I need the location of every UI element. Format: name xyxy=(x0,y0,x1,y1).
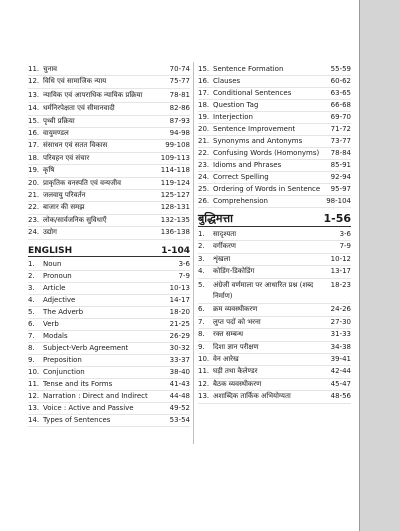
entry-pages: 55-59 xyxy=(330,65,351,73)
entry-pages: 73-77 xyxy=(330,137,351,145)
entry-title: Correct Spelling xyxy=(213,173,269,181)
toc-entry xyxy=(28,128,190,140)
entry-number: 6. xyxy=(28,319,35,328)
entry-pages: 48-56 xyxy=(330,392,351,401)
entry-title: जलवायु परिवर्तन xyxy=(43,191,86,200)
entry-title: Ordering of Words in Sentence xyxy=(213,185,321,193)
entry-pages: 98-104 xyxy=(326,197,351,205)
entry-title: Adjective xyxy=(43,295,76,304)
entry-pages: 125-127 xyxy=(160,191,190,200)
entry-pages: 60-62 xyxy=(330,77,351,85)
entry-pages: 49-52 xyxy=(169,403,190,412)
page-edge-bar xyxy=(359,0,400,531)
entry-title: लोक/सार्वजनिक सुविधाएँ xyxy=(43,215,107,224)
toc-entry xyxy=(198,184,351,196)
entry-title: उद्योग xyxy=(43,228,57,237)
entry-pages: 24-26 xyxy=(330,305,351,314)
reasoning-section-heading xyxy=(198,211,351,227)
entry-pages: 10-13 xyxy=(169,283,190,292)
entry-pages: 44-48 xyxy=(169,391,190,400)
entry-pages: 27-30 xyxy=(330,317,351,326)
entry-number: 4. xyxy=(198,267,205,276)
entry-number: 13. xyxy=(28,90,40,99)
entry-title: अशाब्दिक तार्किक अभियोग्यता xyxy=(213,392,291,401)
entry-number: 1. xyxy=(28,259,35,268)
entry-pages: 18-20 xyxy=(169,307,190,316)
entry-number: 25. xyxy=(198,185,210,193)
entry-number: 6. xyxy=(198,305,205,314)
entry-pages: 63-65 xyxy=(330,89,351,97)
entry-title: Synonyms and Antonyms xyxy=(213,137,303,145)
entry-pages: 78-84 xyxy=(330,149,351,157)
entry-title: Conjunction xyxy=(43,367,85,376)
entry-pages: 87-93 xyxy=(169,116,190,125)
entry-number: 12. xyxy=(28,77,40,86)
entry-pages: 136-138 xyxy=(160,228,190,237)
toc-entry xyxy=(198,64,351,76)
toc-entry xyxy=(198,391,351,403)
entry-number: 13. xyxy=(28,403,40,412)
entry-title: Confusing Words (Homonyms) xyxy=(213,149,320,157)
entry-pages: 10-12 xyxy=(330,254,351,263)
entry-pages: 41-43 xyxy=(169,379,190,388)
toc-entry xyxy=(28,307,190,319)
toc-entry xyxy=(198,304,351,316)
toc-entry xyxy=(28,331,190,343)
entry-pages: 13-17 xyxy=(330,267,351,276)
entry-number: 24. xyxy=(28,228,40,237)
entry-title: वर्गीकरण xyxy=(213,242,236,251)
entry-number: 2. xyxy=(198,242,205,251)
entry-pages: 33-37 xyxy=(169,355,190,364)
toc-entry xyxy=(28,140,190,152)
toc-entry xyxy=(198,229,351,241)
entry-title: वेन आरेख xyxy=(213,355,239,364)
entry-number: 14. xyxy=(28,415,40,424)
toc-entry xyxy=(28,259,190,271)
english-heading: ENGLISH xyxy=(28,245,73,256)
entry-pages: 119-124 xyxy=(160,178,190,187)
entry-number: 8. xyxy=(198,330,205,339)
entry-title: Modals xyxy=(43,331,68,340)
toc-entry xyxy=(198,266,351,278)
entry-number: 5. xyxy=(198,280,205,289)
entry-number: 19. xyxy=(28,166,40,175)
entry-number: 16. xyxy=(28,129,40,138)
toc-entry xyxy=(28,190,190,202)
reasoning-range: 1-56 xyxy=(323,212,351,225)
entry-title: Question Tag xyxy=(213,101,259,109)
entry-number: 10. xyxy=(198,355,210,364)
entry-pages: 31-33 xyxy=(330,330,351,339)
toc-entry xyxy=(28,202,190,214)
entry-pages: 99-108 xyxy=(165,141,190,150)
entry-number: 21. xyxy=(198,137,210,145)
entry-number: 16. xyxy=(198,77,210,85)
toc-entry xyxy=(28,415,190,427)
entry-title: शृंखला xyxy=(213,254,231,263)
entry-number: 23. xyxy=(198,161,210,169)
entry-pages: 69-70 xyxy=(330,113,351,121)
entry-title: Clauses xyxy=(213,77,241,85)
entry-number: 22. xyxy=(198,149,210,157)
toc-entry xyxy=(198,148,351,160)
toc-entry xyxy=(198,124,351,136)
entry-title: परिवहन एवं संचार xyxy=(43,153,90,162)
entry-title: Article xyxy=(43,283,66,292)
entry-title: Conditional Sentences xyxy=(213,89,292,97)
toc-entry xyxy=(198,254,351,266)
entry-number: 7. xyxy=(28,331,35,340)
entry-pages: 114-118 xyxy=(160,166,190,175)
entry-pages: 53-54 xyxy=(169,415,190,424)
entry-title: बैठक व्यवस्थीकरण xyxy=(213,379,262,388)
toc-entry xyxy=(198,342,351,354)
entry-pages: 109-113 xyxy=(160,153,190,162)
entry-number: 15. xyxy=(198,65,210,73)
toc-entry xyxy=(28,76,190,88)
entry-title: Narration : Direct and Indirect xyxy=(43,391,148,400)
entry-title: लुप्त पदों को भरना xyxy=(213,317,261,326)
entry-number: 26. xyxy=(198,197,210,205)
entry-number: 20. xyxy=(28,178,40,187)
entry-title: Tense and its Forms xyxy=(43,379,113,388)
entry-pages: 71-72 xyxy=(330,125,351,133)
entry-number: 18. xyxy=(28,153,40,162)
entry-title: Sentence Formation xyxy=(213,65,284,73)
entry-number: 10. xyxy=(28,367,40,376)
reasoning-list xyxy=(198,229,351,404)
toc-entry xyxy=(28,319,190,331)
entry-pages: 78-81 xyxy=(169,90,190,99)
entry-number: 11. xyxy=(28,65,40,73)
entry-pages: 66-68 xyxy=(330,101,351,109)
entry-title: सादृश्यता xyxy=(213,230,237,238)
entry-number: 21. xyxy=(28,191,40,200)
entry-pages: 7-9 xyxy=(339,242,351,251)
entry-number: 11. xyxy=(198,367,210,376)
toc-entry xyxy=(198,196,351,208)
entry-title: Types of Sentences xyxy=(43,415,111,424)
entry-title: Idioms and Phrases xyxy=(213,161,282,169)
english-list-continued xyxy=(198,64,351,208)
toc-entry xyxy=(198,88,351,100)
right-column xyxy=(198,64,351,404)
entry-number: 17. xyxy=(198,89,210,97)
entry-number: 9. xyxy=(28,355,35,364)
entry-number: 22. xyxy=(28,203,40,212)
toc-entry xyxy=(198,317,351,329)
entry-pages: 30-32 xyxy=(169,343,190,352)
entry-title: Verb xyxy=(43,319,59,328)
entry-pages: 128-131 xyxy=(160,203,190,212)
entry-pages: 21-25 xyxy=(169,319,190,328)
social-science-list xyxy=(28,64,190,240)
toc-entry xyxy=(28,343,190,355)
toc-entry xyxy=(198,241,351,253)
entry-pages: 42-44 xyxy=(330,367,351,376)
entry-number: 12. xyxy=(198,379,210,388)
toc-entry xyxy=(28,153,190,165)
column-divider xyxy=(193,62,194,444)
entry-number: 2. xyxy=(28,271,35,280)
toc-entry xyxy=(198,172,351,184)
entry-pages: 45-47 xyxy=(330,379,351,388)
entry-title: कृषि xyxy=(43,166,55,175)
toc-entry xyxy=(198,354,351,366)
entry-number: 8. xyxy=(28,343,35,352)
entry-title: संसाधन एवं सतत विकास xyxy=(43,141,108,150)
entry-number: 1. xyxy=(198,230,205,238)
entry-title: विधि एवं सामाजिक न्याय xyxy=(43,77,107,86)
toc-entry xyxy=(198,379,351,391)
entry-number: 3. xyxy=(198,254,205,263)
toc-entry xyxy=(28,283,190,295)
entry-title: वायुमण्डल xyxy=(43,129,69,138)
entry-number: 20. xyxy=(198,125,210,133)
toc-entry xyxy=(198,112,351,124)
entry-pages: 95-97 xyxy=(330,185,351,193)
entry-number: 4. xyxy=(28,295,35,304)
entry-number: 3. xyxy=(28,283,35,292)
entry-title: The Adverb xyxy=(43,307,84,316)
toc-entry xyxy=(28,103,190,115)
entry-title: रक्त सम्बन्ध xyxy=(213,330,244,339)
entry-title: Subject-Verb Agreement xyxy=(43,343,129,352)
toc-entry xyxy=(28,165,190,177)
entry-title: Noun xyxy=(43,259,62,268)
entry-number: 12. xyxy=(28,391,40,400)
toc-entry xyxy=(198,100,351,112)
entry-pages: 26-29 xyxy=(169,331,190,340)
entry-number: 23. xyxy=(28,215,40,224)
entry-pages: 39-41 xyxy=(330,355,351,364)
entry-number: 17. xyxy=(28,141,40,150)
toc-entry xyxy=(28,64,190,76)
entry-pages: 70-74 xyxy=(169,65,190,73)
entry-pages: 7-9 xyxy=(178,271,190,280)
toc-entry xyxy=(198,279,351,305)
entry-title: धर्मनिरपेक्षता एवं सीमानवादी xyxy=(43,104,115,113)
toc-entry xyxy=(28,295,190,307)
entry-title: Preposition xyxy=(43,355,82,364)
toc-entry xyxy=(28,116,190,128)
entry-pages: 82-86 xyxy=(169,104,190,113)
entry-pages: 92-94 xyxy=(330,173,351,181)
entry-title: चुनाव xyxy=(43,65,58,73)
entry-number: 24. xyxy=(198,173,210,181)
entry-number: 14. xyxy=(28,104,40,113)
entry-pages: 3-6 xyxy=(339,230,351,238)
toc-entry xyxy=(198,76,351,88)
entry-title: Voice : Active and Passive xyxy=(43,403,134,412)
entry-title: Interjection xyxy=(213,113,253,121)
entry-pages: 132-135 xyxy=(160,215,190,224)
entry-title: घड़ी तथा कैलेण्डर xyxy=(213,367,258,376)
toc-entry xyxy=(28,391,190,403)
toc-entry xyxy=(198,160,351,172)
toc-entry xyxy=(28,379,190,391)
entry-title: क्रम व्यवस्थीकरण xyxy=(213,305,258,314)
entry-title: पृथ्वी प्रक्रिया xyxy=(43,116,75,125)
toc-entry xyxy=(28,178,190,190)
entry-number: 13. xyxy=(198,392,210,401)
entry-number: 9. xyxy=(198,342,205,351)
entry-number: 19. xyxy=(198,113,210,121)
reasoning-heading: बुद्धिमत्ता xyxy=(198,212,233,225)
left-column xyxy=(28,64,190,427)
entry-number: 18. xyxy=(198,101,210,109)
entry-pages: 34-38 xyxy=(330,342,351,351)
entry-pages: 85-91 xyxy=(330,161,351,169)
entry-title: न्यायिक एवं आपराधिक न्यायिक प्रक्रिया xyxy=(43,90,143,99)
entry-title: दिशा ज्ञान परीक्षण xyxy=(213,342,259,351)
entry-title: Pronoun xyxy=(43,271,72,280)
toc-entry xyxy=(198,366,351,378)
entry-title: Sentence Improvement xyxy=(213,125,296,133)
toc-entry xyxy=(28,89,190,103)
toc-entry xyxy=(198,136,351,148)
toc-entry xyxy=(198,329,351,341)
toc-entry xyxy=(28,355,190,367)
entry-pages: 18-23 xyxy=(330,280,351,289)
entry-number: 7. xyxy=(198,317,205,326)
entry-pages: 14-17 xyxy=(169,295,190,304)
entry-pages: 75-77 xyxy=(169,77,190,86)
toc-entry xyxy=(28,403,190,415)
entry-title: प्राकृतिक वनस्पति एवं वन्यजीव xyxy=(43,178,121,187)
toc-entry xyxy=(28,215,190,227)
english-list xyxy=(28,259,190,427)
entry-number: 11. xyxy=(28,379,40,388)
toc-entry xyxy=(28,367,190,379)
entry-number: 15. xyxy=(28,116,40,125)
entry-title: कोडिंग-डिकोडिंग xyxy=(213,267,255,276)
entry-pages: 3-6 xyxy=(178,259,190,268)
english-range: 1-104 xyxy=(161,245,190,256)
english-section-heading xyxy=(28,246,190,257)
entry-pages: 94-98 xyxy=(169,129,190,138)
toc-entry xyxy=(28,271,190,283)
entry-title: बाजार की समझ xyxy=(43,203,85,212)
entry-pages: 38-40 xyxy=(169,367,190,376)
entry-number: 5. xyxy=(28,307,35,316)
entry-title: अंग्रेजी वर्णमाला पर आधारित प्रश्न (शब्द निर्माण) xyxy=(213,280,314,301)
entry-title: Comprehension xyxy=(213,197,268,205)
toc-entry xyxy=(28,227,190,239)
